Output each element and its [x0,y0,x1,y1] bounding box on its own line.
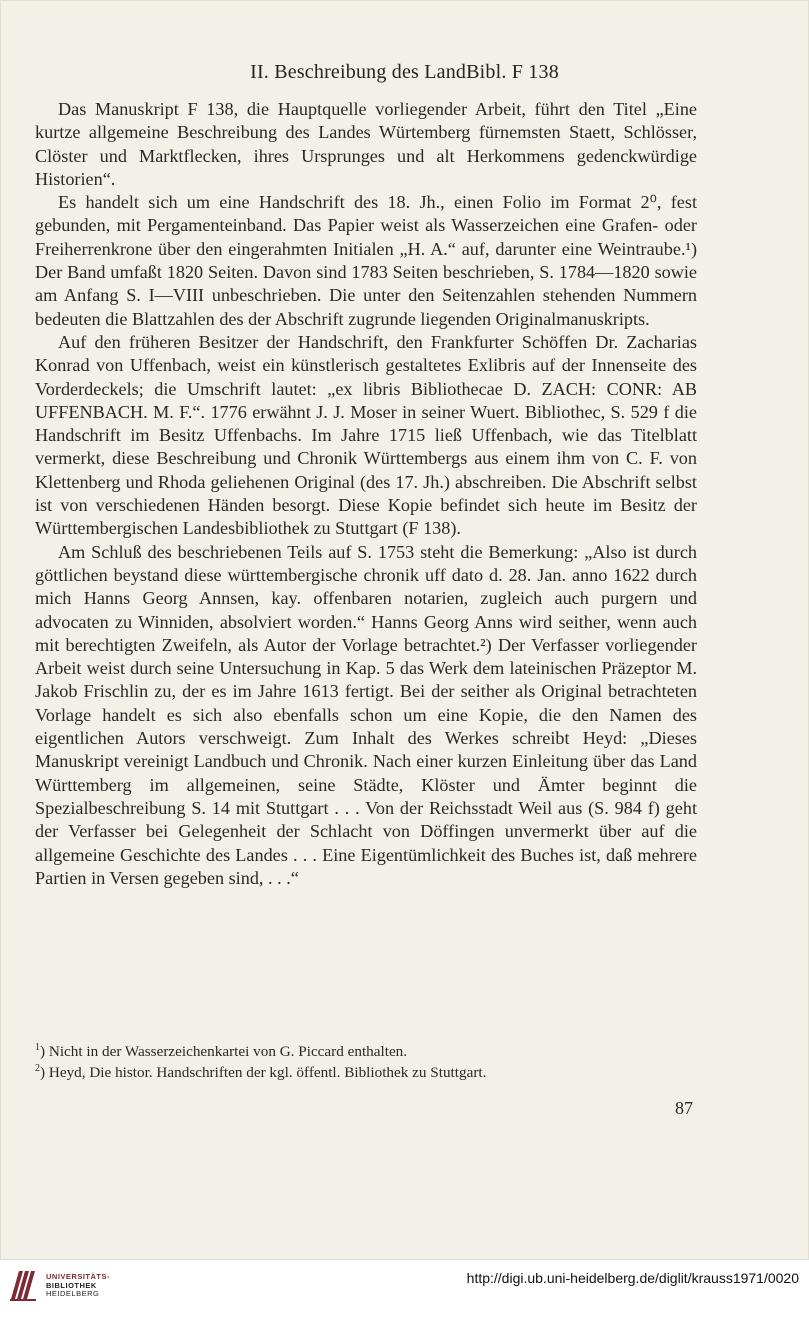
footnote-2 [35,1062,697,1083]
footnotes [35,1041,697,1083]
library-name-line: HEIDELBERG [46,1289,100,1298]
paragraph: Es handelt sich um eine Handschrift des 18. Jh., einen Folio im Format 2⁰, fest gebunden, mit Pergamenteinband. Das Papier weist als Wasserzeichen eine Grafen- oder Freiherrenkrone über den eingerahmten Initialen „H. A.“ auf, darunter eine Weintraube.¹) Der Band umfaßt 1820 Seiten. Davon sind 1783 Seiten beschrieben, S. 1784—1820 sowie am Anfang S. I—VIII unbeschrieben. Die unter den Seitenzahlen stehenden Nummern bedeuten die Blattzahlen des der Abschrift zugrunde liegenden Originalmanuskripts. [35,192,697,329]
body-text [35,98,697,890]
page-number: 87 [675,1098,693,1118]
paragraph: Das Manuskript F 138, die Hauptquelle vorliegender Arbeit, führt den Titel „Eine kurtze allgemeine Beschreibung des Landes Würtemberg fürnemsten Staett, Schlösser, Clöster und Marktflecken, ihres Ursprunges und alt Herkommens gedenckwürdige Historien“. [35,99,697,189]
library-name-line: BIBLIOTHEK [46,1280,97,1290]
library-name [46,1273,110,1299]
page-heading: II. Beschreibung des LandBibl. F 138 [250,61,559,83]
source-url-link[interactable]: http://digi.ub.uni-heidelberg.de/diglit/krauss1971/0020 [466,1270,799,1286]
paragraph: Am Schluß des beschriebenen Teils auf S. 1753 steht die Bemerkung: „Also ist durch göttlichen beystand diese württembergische chronik uff dato d. 28. Jan. anno 1622 durch mich Hanns Georg Annsen, kay. offenbaren notarien, zugleich auch purgern und advocaten zu Winniden, absolviert worden.“ Hanns Georg Anns wird seither, wenn auch mit berechtigten Zweifeln, als Autor der Vorlage betrachtet.²) Der Verfasser vorliegender Arbeit weist durch seine Untersuchung in Kap. 5 das Werk dem lateinischen Präzeptor M. Jakob Frischlin zu, der es im Jahre 1613 fertigt. Bei der seither als Original betrachteten Vorlage handelt es sich also ebenfalls schon um eine Kopie, die den Namen des eigentlichen Autors verschweigt. Zum Inhalt des Werkes schreibt Heyd: „Dieses Manuskript vereinigt Landbuch und Chronik. Nach einer kurzen Einleitung über das Land Württemberg im allgemeinen, seine Städte, Klöster und Ämter beginnt die Spezialbeschreibung S. 14 mit Stuttgart . . . Von der Reichsstadt Weil aus (S. 984 f) geht der Verfasser bei Gelegenheit der Schlacht von Döffingen unvermerkt über auf die allgemeine Geschichte des Landes . . . Eine Eigentümlichkeit des Buches ist, daß mehrere Partien in Versen gegeben sind, . . .“ [35,541,697,888]
footnote-marker: 1 [35,1041,40,1053]
footnote-1 [35,1041,697,1062]
footnote-text: ) Nicht in der Wasserzeichenkartei von G. Piccard enthalten. [40,1043,408,1060]
university-library-logo-icon[interactable] [8,1268,38,1302]
footnote-text: ) Heyd, Die histor. Handschriften der kgl. öffentl. Bibliothek zu Stuttgart. [40,1064,487,1081]
library-name-line: UNIVERSITÄTS- [46,1272,111,1281]
paragraph: Auf den früheren Besitzer der Handschrift, den Frankfurter Schöffen Dr. Zacharias Konrad von Uffenbach, weist ein künstlerisch gestaltetes Exlibris auf der Innenseite des Vorderdeckels; die Umschrift lautet: „ex libris Bibliothecae D. ZACH: CONR: AB UFFENBACH. M. F.“. 1776 erwähnt J. J. Moser in seiner Wuert. Bibliothec, S. 529 f die Handschrift im Besitz Uffenbachs. Im Jahre 1715 ließ Uffenbach, wie das Titelblatt vermerkt, diese Beschreibung und Chronik Württembergs aus einem ihm von C. F. von Klettenberg und Rhoda geliehenen Original (des 17. Jh.) abschreiben. Die Abschrift selbst ist von verschiedenen Händen besorgt. Diese Kopie befindet sich heute im Besitz der Württembergischen Landesbibliothek zu Stuttgart (F 138). [35,331,697,539]
footnote-marker: 2 [35,1062,40,1074]
digitization-footer [0,1260,809,1319]
